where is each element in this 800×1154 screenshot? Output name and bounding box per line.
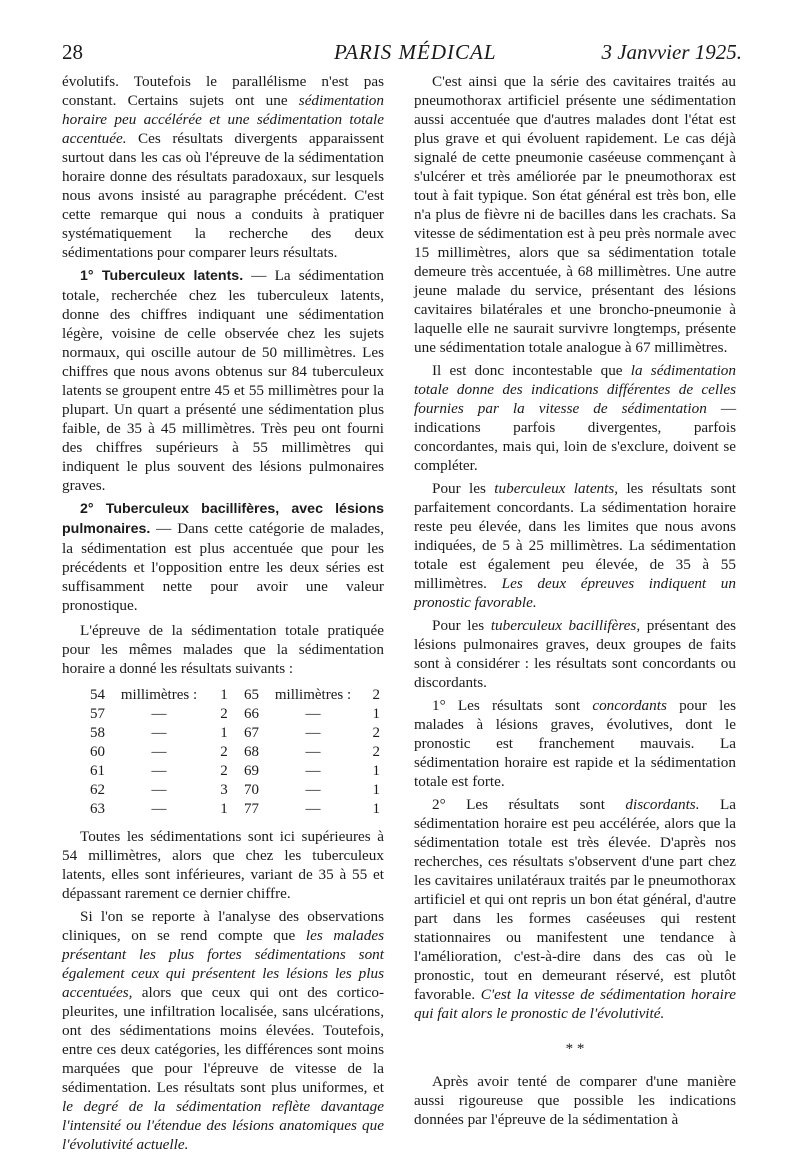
value-cell: 69 <box>244 763 259 779</box>
ditto-cell: — <box>305 763 321 779</box>
value-cell: 65 <box>244 687 259 703</box>
ditto-cell: — <box>305 725 321 741</box>
sedimentation-table <box>90 686 380 819</box>
ditto-cell: — <box>151 763 167 779</box>
value-cell: 77 <box>244 801 259 817</box>
paragraph: C'est ainsi que la série des cavitaires traités au pneumothorax artificiel présente une sédimentation aussi accentuée que d'autres malades dont l'état est plus grave et qui évoluent rapidement. Le cas déjà signalé de cette pneumonie caséeuse commençant à s'ulcérer et très améliorée par le pneumothorax est tout à fait typique. Son état général est très bon, elle n'a plus de fièvre ni de bacilles dans les crachats. Sa vitesse de sédimentation est à peu près normale avec 15 millimètres, alors que sa sédimentation totale demeure très accentuée, à 68 millimètres. Une autre jeune malade du service, présentant des lésions cavitaires bilatérales et une broncho-pneumonie à laquelle elle ne saurait survivre longtemps, présente une sédimentation totale analogue à 67 millimètres. <box>414 73 736 356</box>
value-cell: 57 <box>90 706 105 722</box>
value-cell: 67 <box>244 725 259 741</box>
paragraph: Pour les tuberculeux bacillifères, présentant des lésions pulmonaires graves, deux groupes de faits sont à considérer : les résultats sont concordants ou discordants. <box>414 617 737 691</box>
ditto-cell: — <box>151 782 167 798</box>
ditto-cell: — <box>151 725 167 741</box>
value-cell: 66 <box>244 706 259 722</box>
paragraph: Si l'on se reporte à l'analyse des observations cliniques, on se rend compte que les malades présentant les plus fortes sédimentations sont également ceux qui présentent les lésions les plus accentuées, alors que ceux qui ont des cortico-pleurites, une infiltration localisée, sans ulcérations, ont des sédimentations moins élevées. Toutefois, entre ces deux catégories, les différences sont moins marquées que pour l'épreuve de vitesse de la sédimentation. Les résultats sont plus uniformes, et le degré de la sédimentation reflète davantage l'intensité ou l'étendue des lésions anatomiques que l'évolutivité actuelle. <box>62 908 384 1153</box>
count-cell: 1 <box>220 725 228 741</box>
value-cell: 62 <box>90 782 105 798</box>
right-column <box>414 72 736 1129</box>
section-heading: 1° Tuberculeux latents. <box>80 268 244 284</box>
page-header <box>62 40 742 66</box>
count-cell: 2 <box>220 763 228 779</box>
count-cell: 2 <box>220 744 228 760</box>
count-cell: 1 <box>372 763 380 779</box>
unit-cell: millimètres : <box>120 687 198 703</box>
count-cell: 2 <box>372 687 380 703</box>
issue-date: 3 Janvvier 1925. <box>601 40 742 64</box>
count-cell: 2 <box>220 706 228 722</box>
ditto-cell: — <box>305 744 321 760</box>
ditto-cell: — <box>151 706 167 722</box>
ditto-cell: — <box>151 744 167 760</box>
table-row <box>90 743 380 762</box>
value-cell: 61 <box>90 763 105 779</box>
ditto-cell: — <box>151 801 167 817</box>
value-cell: 70 <box>244 782 259 798</box>
paragraph: Il est donc incontestable que la sédimentation totale donne des indications différentes de celles fournies par la vitesse de sédimentation — indications parfois divergentes, parfois concordantes, mais qui, loin de s'exclure, doivent se compléter. <box>414 362 736 474</box>
table-row <box>90 800 380 819</box>
paragraph: Toutes les sédimentations sont ici supérieures à 54 millimètres, alors que chez les tuberculeux latents, elles sont inférieures, variant de 35 à 55 et dépassant rarement ce dernier chiffre. <box>62 828 384 902</box>
count-cell: 1 <box>372 706 380 722</box>
table-row <box>90 781 380 800</box>
value-cell: 68 <box>244 744 259 760</box>
paragraph: 2° Les résultats sont discordants. La sédimentation horaire est peu accélérée, alors que la sédimentation totale est très élevée. D'après nos recherches, ces résultats s'observent d'une part chez les cavitaires unilatéraux traités par le pneumothorax artificiel et qui ont repris un bon état général, d'autre part dans les formes caséeuses qui restent stationnaires ou manifestent une tendance à l'amélioration, c'est-à-dire dans des cas où le pronostic, tout en demeurant réservé, est plutôt favorable. C'est la vitesse de sédimentation horaire qui fait alors le pronostic de l'évolutivité. <box>414 796 736 1022</box>
paragraph: évolutifs. Toutefois le parallélisme n'est pas constant. Certains sujets ont une sédimentation horaire peu accélérée et une sédimentation totale accentuée. Ces résultats divergents apparaissent surtout dans les cas où l'épreuve de la sédimentation horaire donne des résultats paradoxaux, sur lesquels nous avons insisté au paragraphe précédent. C'est cette remarque qui nous a conduits à pratiquer systématiquement la recherche des deux sédimentations pour comparer leurs résultats. <box>62 73 384 261</box>
table-row <box>90 705 380 724</box>
paragraph: Après avoir tenté de comparer d'une manière aussi rigoureuse que possible les indications données par l'épreuve de la sédimentation à <box>414 1073 736 1128</box>
unit-cell: millimètres : <box>274 687 352 703</box>
paragraph: Pour les tuberculeux latents, les résultats sont parfaitement concordants. La sédimentation horaire reste peu élevée, dans les limites que nous avons indiquées, de 5 à 25 millimètres. La sédimentation totale est également peu élevée, de 35 à 55 millimètres. Les deux épreuves indiquent un pronostic favorable. <box>414 480 736 611</box>
table-row <box>90 724 380 743</box>
count-cell: 2 <box>372 725 380 741</box>
value-cell: 63 <box>90 801 105 817</box>
left-column <box>62 72 384 1154</box>
value-cell: 54 <box>90 687 105 703</box>
ditto-cell: — <box>305 706 321 722</box>
table-row <box>90 762 380 781</box>
count-cell: 1 <box>220 687 228 703</box>
section-heading: 2° Tuberculeux bacillifères, avec lésions pulmonaires. <box>62 501 384 537</box>
value-cell: 58 <box>90 725 105 741</box>
value-cell: 60 <box>90 744 105 760</box>
section-separator: * * <box>565 1041 585 1057</box>
paragraph-bacilliferes: 2° Tuberculeux bacillifères, avec lésions pulmonaires. — Dans cette catégorie de malades, la sédimentation est plus accentuée que pour les précédents et l'opposition entre les deux séries est suffisamment nette pour avoir une valeur pronostique. <box>62 501 384 614</box>
count-cell: 2 <box>372 744 380 760</box>
paragraph: 1° Les résultats sont concordants pour les malades à lésions graves, évolutives, dont le pronostic est franchement mauvais. La sédimentation horaire est rapide et la sédimentation totale est forte. <box>414 697 736 790</box>
journal-title: PARIS MÉDICAL <box>334 40 497 64</box>
count-cell: 1 <box>372 782 380 798</box>
ditto-cell: — <box>305 801 321 817</box>
count-cell: 1 <box>220 801 228 817</box>
page-number: 28 <box>62 40 83 64</box>
ditto-cell: — <box>305 782 321 798</box>
count-cell: 3 <box>220 782 228 798</box>
count-cell: 1 <box>372 801 380 817</box>
paragraph-latents: 1° Tuberculeux latents. — La sédimentation totale, recherchée chez les tuberculeux latents, donne des chiffres indiquant une sédimentation légère, voisine de celle observée chez les sujets normaux, qui oscille autour de 50 millimètres. Les chiffres que nous avons obtenus sur 84 tuberculeux latents se groupent entre 45 et 55 millimètres pour la plupart. Un quart a présenté une sédimentation plus faible, de 35 à 45 millimètres. Très peu ont fourni des chiffres supérieurs à 55 millimètres qui indiquent le plus souvent des lésions pulmonaires graves. <box>62 267 385 494</box>
table-row <box>90 686 380 705</box>
paragraph: L'épreuve de la sédimentation totale pratiquée pour les mêmes malades que la sédimentation horaire a donné les résultats suivants : <box>62 622 384 677</box>
